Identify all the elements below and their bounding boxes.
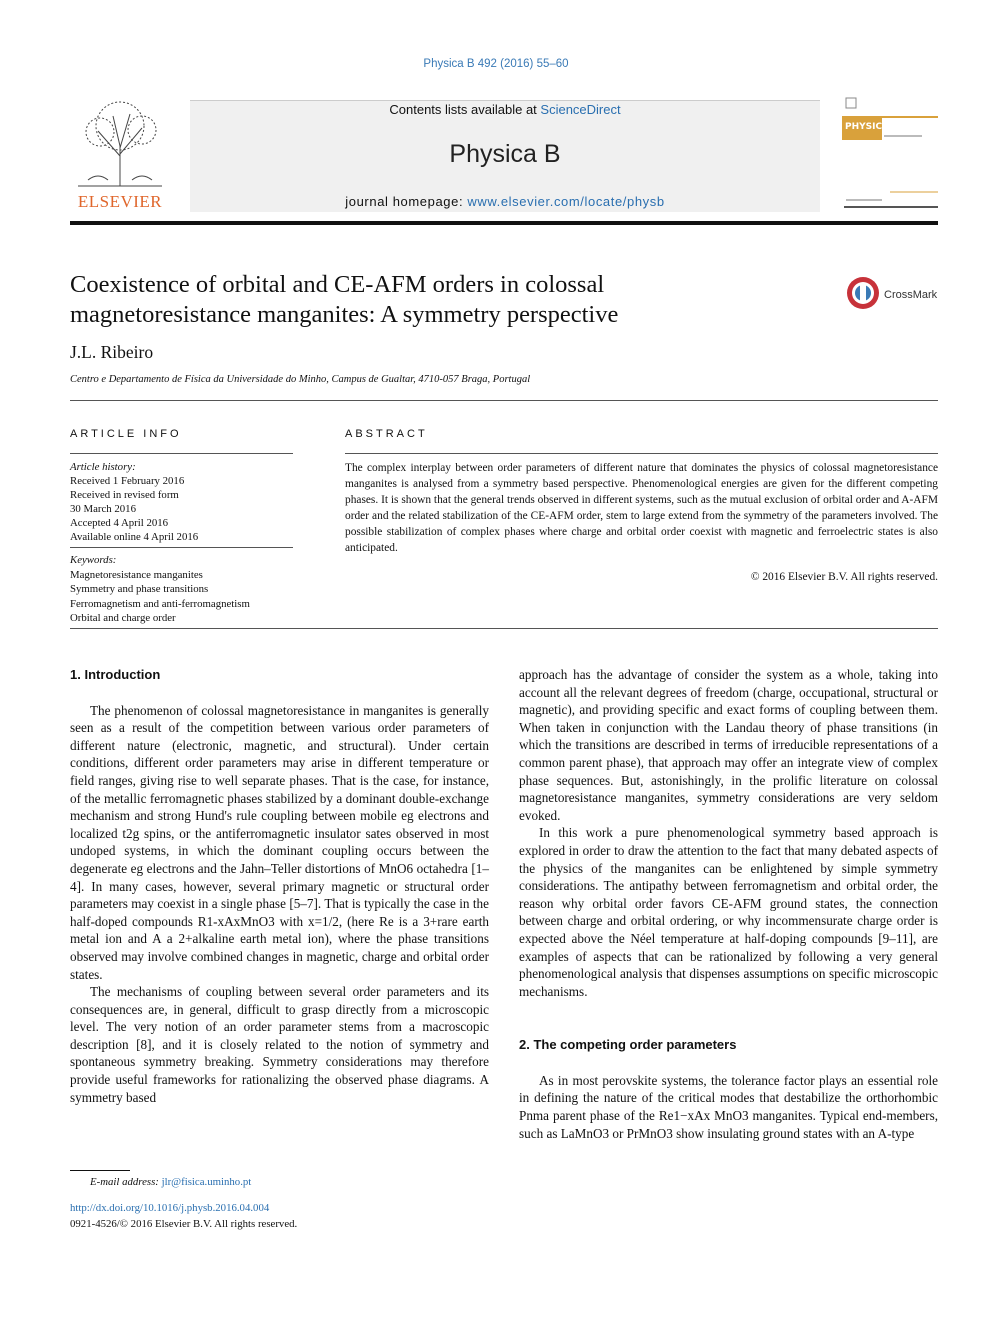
article-info-rule — [70, 453, 293, 454]
article-title — [70, 270, 830, 330]
journal-homepage — [190, 194, 820, 209]
author-affiliation: Centro e Departamento de Física da Universidade do Minho, Campus de Gualtar, 4710-057 Braga, Portugal — [70, 374, 531, 385]
issn-copyright: 0921-4526/© 2016 Elsevier B.V. All rights reserved. — [70, 1218, 298, 1230]
paragraph: As in most perovskite systems, the tolerance factor plays an essential role in defining the nature of the critical modes that destabilize the orthorhombic Pnma parent phase of the Re1−xAx MnO3 manganites. Typical end-members, such as LaMnO3 or PrMnO3 show insulating ground states with an A-type — [519, 1072, 938, 1141]
history-item: Accepted 4 April 2016 — [70, 517, 169, 529]
abstract-copyright: © 2016 Elsevier B.V. All rights reserved. — [750, 571, 938, 583]
contents-line — [190, 102, 820, 117]
body-column-left — [70, 666, 489, 1106]
email-link[interactable]: jlr@fisica.uminho.pt — [161, 1176, 252, 1188]
article-history — [70, 460, 293, 544]
footnote-email — [90, 1176, 251, 1188]
abstract-rule — [345, 453, 938, 454]
keywords-rule — [70, 547, 293, 548]
doi-link[interactable]: http://dx.doi.org/10.1016/j.physb.2016.04.004 — [70, 1202, 270, 1214]
history-item: Available online 4 April 2016 — [70, 531, 199, 543]
abstract-bottom-rule — [70, 628, 938, 629]
journal-title: Physica B — [449, 140, 561, 168]
abstract-heading: ABSTRACT — [345, 428, 428, 440]
cover-title: PHYSICA — [845, 122, 890, 132]
homepage-prefix: journal homepage: — [345, 194, 468, 209]
article-title-line-1: Coexistence of orbital and CE-AFM orders in colossal — [70, 271, 605, 298]
abstract-text: The complex interplay between order parameters of different nature that dominates the physics of colossal magnetoresistance manganites is analysed from a symmetry based perspective. Phenomenological energies are given for the different competing phases. It is shown that the general trends observed in different systems, such as the mutual exclusion of orbital order and A-AFM order and the related stabilization of the CE-AFM order, stem to large extend from the symmetry of the parameters involved. The possible stabilization of complex phases where charge and orbital order coexist with magnetic and ferroelectric states is also anticipated. — [345, 462, 938, 554]
paragraph: The phenomenon of colossal magnetoresistance in manganites is generally seen as a result of the competition between various order parameters of different nature (electronic, magnetic, and structural). Under certain conditions, different order parameters may arise in different temperature or field ranges, giving rise to well separate phases. That is the case, for instance, of the metallic ferromagnetic phases stabilized by a dominant double-exchange mechanism and strong Hund's rule coupling between mobile eg electrons and localized t2g spins, or the antiferromagnetic insulator sates observed in most undoped systems, in which the dominant coupling occurs between the degenerate eg electrons and the Jahn–Teller distortions of MnO6 octahedra [1–4]. In many cases, however, several primary magnetic or structural order parameters may coexist in a single phase [5–7]. That is typically the case in the half-doped compounds R1-xAxMnO3 with x=1/2, (here Re is a 3+rare earth metal ion and A a 2+alkaline earth metal ion), where the phase transitions observed may involve combined changes in magnetic, charge and orbital order states. — [70, 702, 489, 982]
section-2-heading: 2. The competing order parameters — [519, 1037, 737, 1053]
history-item: 30 March 2016 — [70, 503, 136, 515]
history-label: Article history: — [70, 461, 136, 473]
author-name: J.L. Ribeiro — [70, 342, 154, 362]
section-1-heading: 1. Introduction — [70, 667, 161, 682]
journal-cover-image — [842, 96, 938, 212]
keywords — [70, 553, 293, 626]
keywords-label: Keywords: — [70, 554, 117, 566]
contents-prefix: Contents lists available at — [389, 102, 541, 117]
article-info-heading: ARTICLE INFO — [70, 428, 182, 440]
footnote-rule — [70, 1170, 130, 1171]
article-title-line-2: magnetoresistance manganites: A symmetry perspective — [70, 301, 619, 328]
crossmark-label: CrossMark — [884, 289, 938, 301]
body-column-right — [519, 666, 938, 1142]
history-item: Received in revised form — [70, 489, 179, 501]
header-rule — [70, 221, 938, 225]
keyword: Orbital and charge order — [70, 612, 176, 624]
title-rule — [70, 400, 938, 401]
crossmark-icon[interactable] — [846, 276, 946, 310]
paragraph: In this work a pure phenomenological symmetry based approach is explored in order to draw the attention to the fact that many debated aspects of the physics of the manganites can be enlightened by simple symmetry considerations. The antipathy between ferromagnetism and orbital order, the reason why orbital order favors CE-AFM ground states, the connection between charge and orbital ordering, or why incommensurate charge order is expected above the Néel temperature at half-doping compounds [9–11], are examples of aspects that can be rationalized by following a very general phenomenological analysis that dispenses assumptions on specific microscopic mechanisms. — [519, 825, 938, 999]
elsevier-wordmark: ELSEVIER — [77, 192, 163, 211]
keyword: Magnetoresistance manganites — [70, 568, 203, 581]
homepage-link[interactable]: www.elsevier.com/locate/physb — [467, 194, 665, 209]
sciencedirect-link[interactable]: ScienceDirect — [540, 102, 621, 117]
email-label: E-mail address: — [90, 1176, 162, 1188]
paragraph: approach has the advantage of consider the system as a whole, taking into account all the relevant degrees of freedom (charge, occupational, structural or magnetic), and providing specific and exact forms of coupling between them. When taken in conjunction with the Landau theory of phase transitions (in which the transitions are described in terms of irreducible representations of a common parent phase), that approach may offer an integrate view of complex phase sequences. But, astonishingly, in the prolific literature on colossal magnetoresistance manganites, symmetry considerations are very seldom evoked. — [519, 667, 938, 823]
keyword: Ferromagnetism and anti-ferromagnetism — [70, 597, 250, 610]
journal-citation[interactable]: Physica B 492 (2016) 55–60 — [423, 58, 569, 70]
history-item: Received 1 February 2016 — [70, 475, 185, 487]
keyword: Symmetry and phase transitions — [70, 583, 209, 595]
paragraph: The mechanisms of coupling between several order parameters and its consequences are, in general, difficult to grasp directly from a microscopic level. The very notion of an order parameter stems from a macroscopic description [8], and it is closely related to the notion of symmetry and spontaneous symmetry breaking. Symmetry considerations may therefore provide useful frameworks for rationalizing the observed phase diagrams. A symmetry based — [70, 984, 489, 1105]
